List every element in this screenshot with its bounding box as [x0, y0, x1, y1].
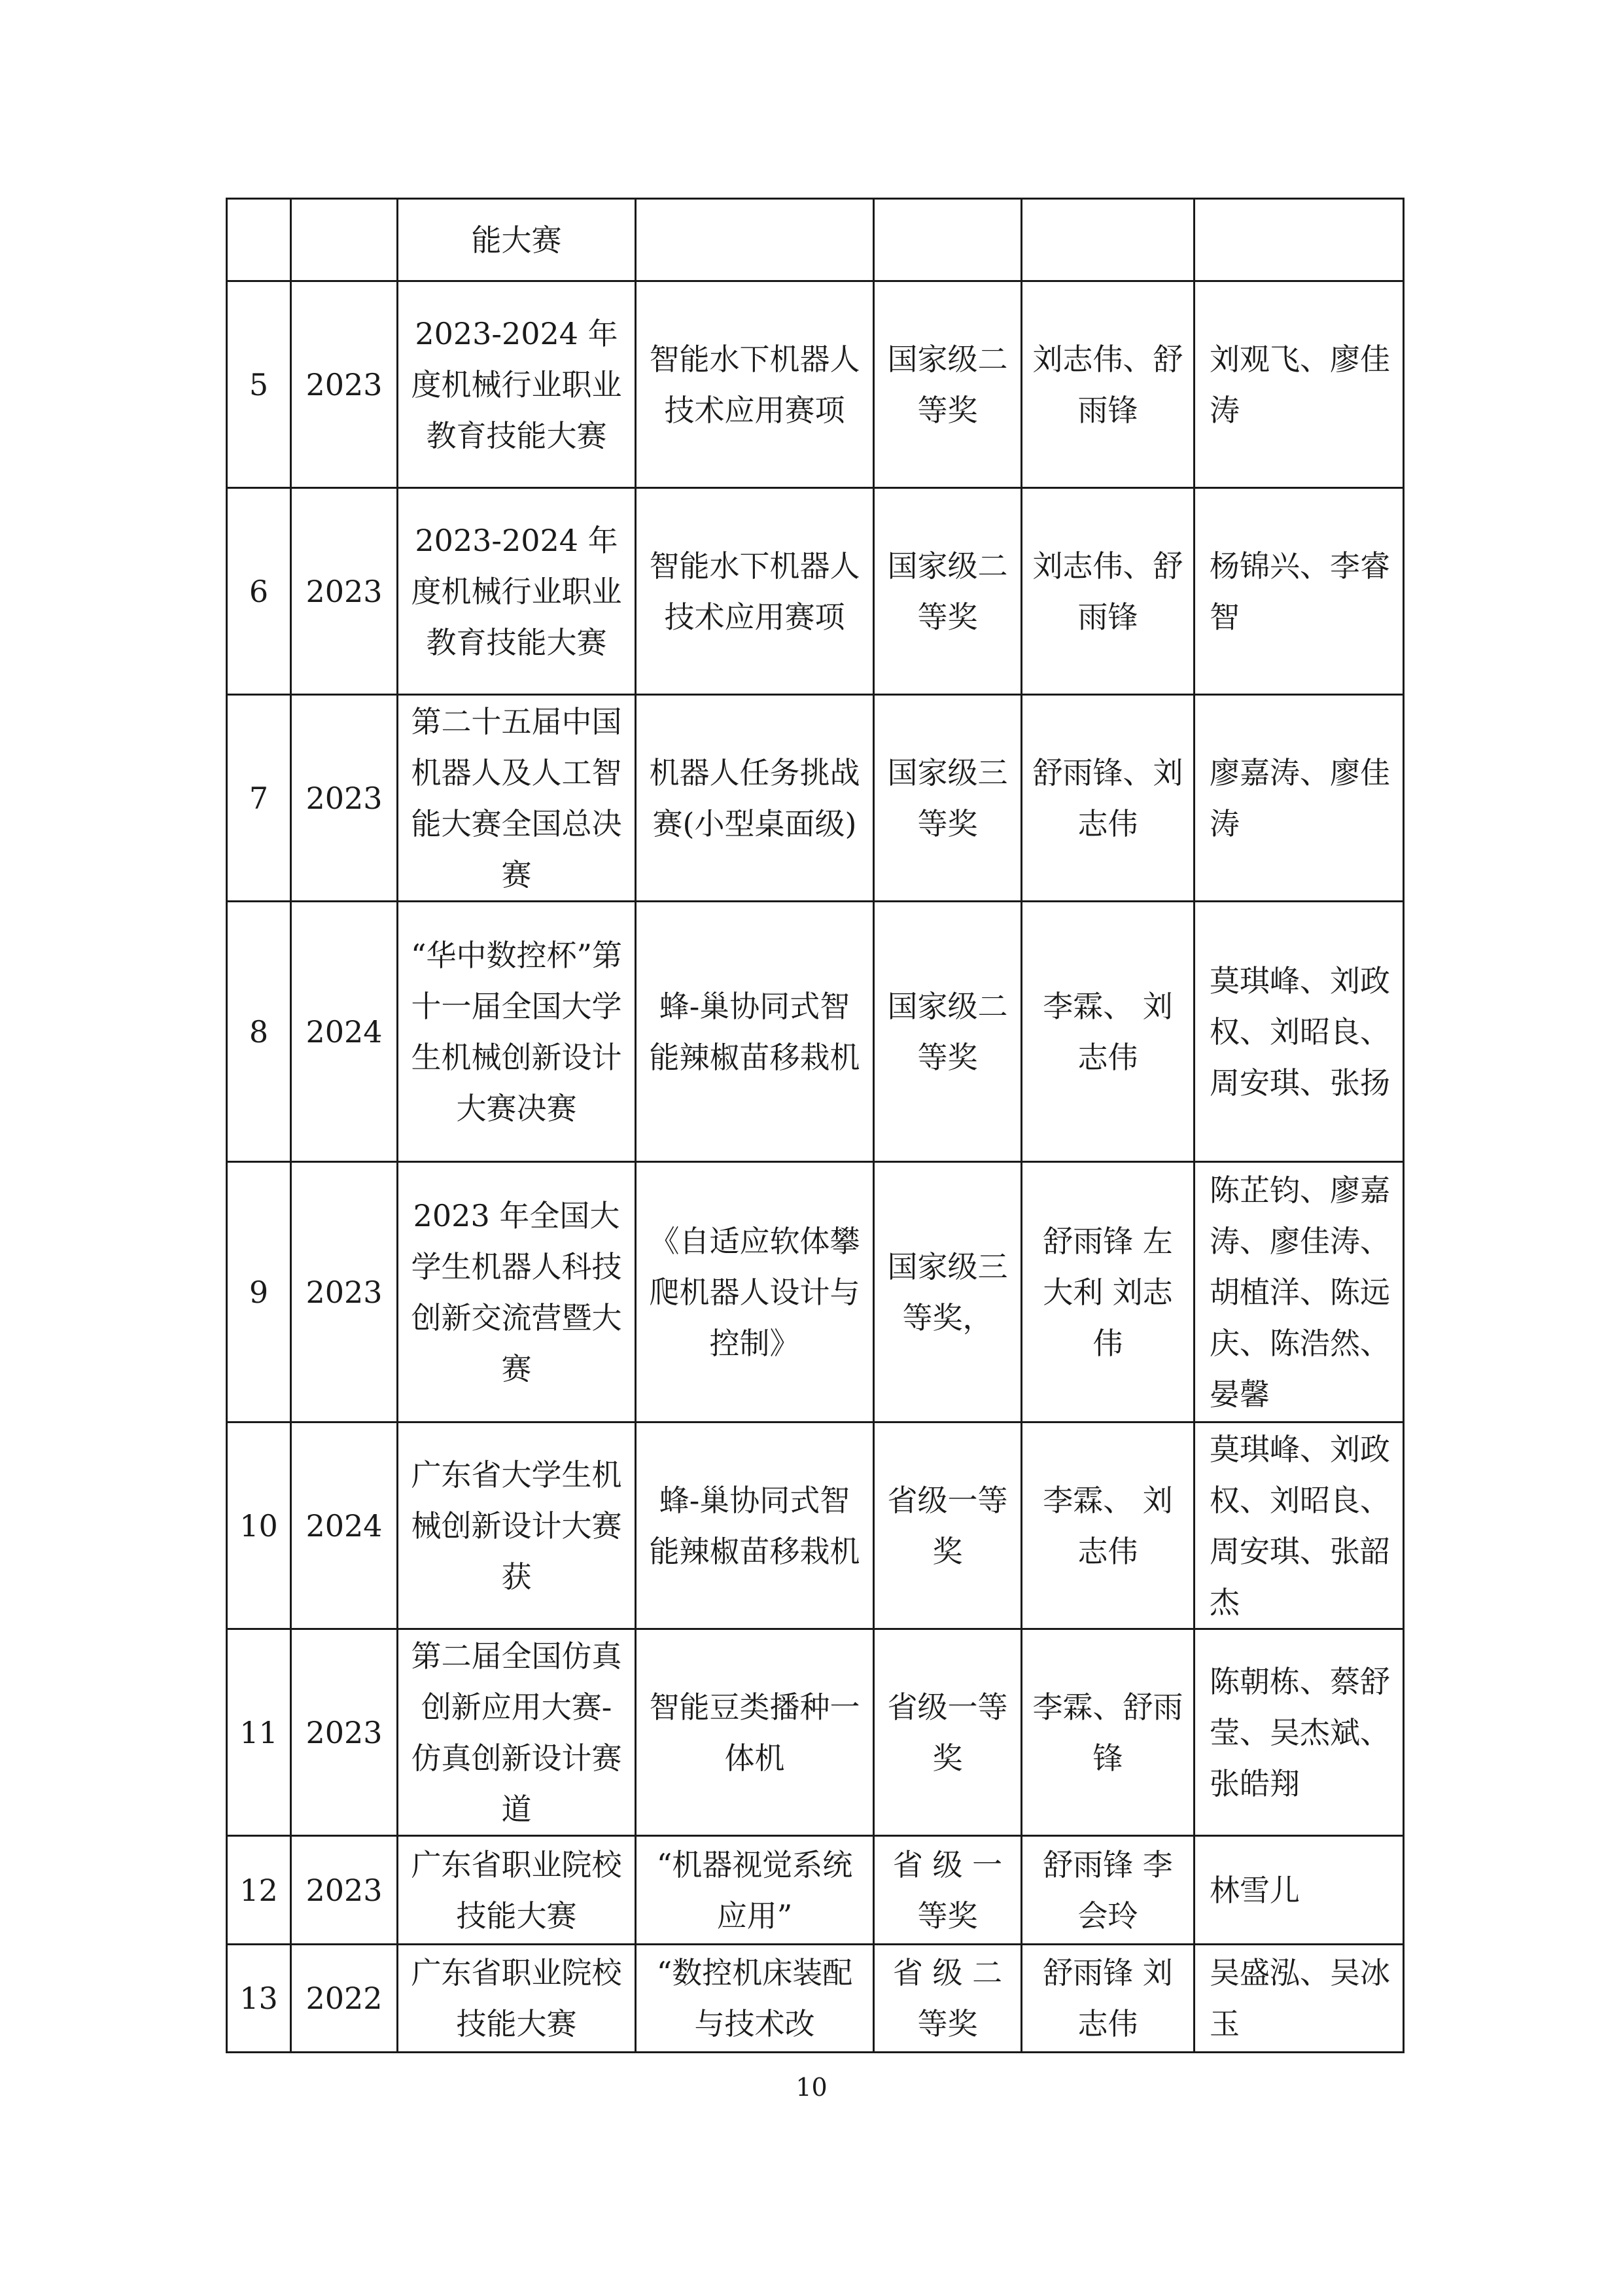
cell-students: 莫琪峰、刘政权、刘昭良、周安琪、张扬 — [1195, 902, 1404, 1162]
cell-competition: 第二十五届中国机器人及人工智能大赛全国总决赛 — [398, 695, 636, 902]
cell-no — [227, 199, 291, 281]
cell-students: 林雪儿 — [1195, 1836, 1404, 1945]
cell-year: 2023 — [291, 1836, 398, 1945]
cell-students: 吴盛泓、吴冰玉 — [1195, 1945, 1404, 2053]
table-row — [227, 902, 1404, 1162]
table-row — [227, 281, 1404, 488]
table-row — [227, 1945, 1404, 2053]
cell-award: 国家级二等奖 — [874, 488, 1022, 695]
cell-no: 6 — [227, 488, 291, 695]
table-row — [227, 695, 1404, 902]
table-row — [227, 1162, 1404, 1422]
cell-year: 2023 — [291, 1162, 398, 1422]
cell-students: 莫琪峰、刘政权、刘昭良、周安琪、张韶杰 — [1195, 1422, 1404, 1629]
cell-students: 陈芷钧、廖嘉涛、廖佳涛、胡植洋、陈远庆、陈浩然、晏馨 — [1195, 1162, 1404, 1422]
cell-teachers: 李霖、 刘志伟 — [1022, 902, 1195, 1162]
cell-award — [874, 199, 1022, 281]
cell-year: 2023 — [291, 281, 398, 488]
cell-year: 2023 — [291, 1629, 398, 1836]
cell-project — [636, 199, 874, 281]
cell-project: 《自适应软体攀爬机器人设计与控制》 — [636, 1162, 874, 1422]
cell-award: 省级一等奖 — [874, 1629, 1022, 1836]
cell-teachers: 舒雨锋 刘志伟 — [1022, 1945, 1195, 2053]
page-number: 10 — [795, 2073, 828, 2102]
cell-project: 智能水下机器人技术应用赛项 — [636, 281, 874, 488]
cell-competition: 广东省职业院校技能大赛 — [398, 1945, 636, 2053]
cell-no: 9 — [227, 1162, 291, 1422]
cell-award: 省 级 二等奖 — [874, 1945, 1022, 2053]
cell-year: 2023 — [291, 488, 398, 695]
cell-teachers: 舒雨锋 左大利 刘志伟 — [1022, 1162, 1195, 1422]
cell-competition: 广东省职业院校技能大赛 — [398, 1836, 636, 1945]
cell-students — [1195, 199, 1404, 281]
cell-no: 11 — [227, 1629, 291, 1836]
cell-students: 刘观飞、廖佳涛 — [1195, 281, 1404, 488]
cell-teachers: 李霖、 刘志伟 — [1022, 1422, 1195, 1629]
cell-award: 省级一等奖 — [874, 1422, 1022, 1629]
table-row — [227, 488, 1404, 695]
cell-year: 2024 — [291, 902, 398, 1162]
table-row — [227, 1422, 1404, 1629]
cell-teachers: 舒雨锋 李会玲 — [1022, 1836, 1195, 1945]
cell-students: 陈朝栋、蔡舒莹、吴杰斌、张皓翔 — [1195, 1629, 1404, 1836]
cell-teachers: 刘志伟、舒雨锋 — [1022, 488, 1195, 695]
cell-year — [291, 199, 398, 281]
cell-project: 智能豆类播种一体机 — [636, 1629, 874, 1836]
cell-project: 智能水下机器人技术应用赛项 — [636, 488, 874, 695]
cell-year: 2023 — [291, 695, 398, 902]
cell-teachers: 李霖、舒雨锋 — [1022, 1629, 1195, 1836]
cell-teachers: 舒雨锋、刘志伟 — [1022, 695, 1195, 902]
cell-no: 10 — [227, 1422, 291, 1629]
cell-no: 12 — [227, 1836, 291, 1945]
cell-award: 省 级 一等奖 — [874, 1836, 1022, 1945]
table-row — [227, 1629, 1404, 1836]
cell-award: 国家级三等奖， — [874, 1162, 1022, 1422]
cell-no: 13 — [227, 1945, 291, 2053]
cell-award: 国家级二等奖 — [874, 281, 1022, 488]
cell-year: 2024 — [291, 1422, 398, 1629]
cell-competition: 2023 年全国大学生机器人科技创新交流营暨大赛 — [398, 1162, 636, 1422]
cell-project: “机器视觉系统应用” — [636, 1836, 874, 1945]
cell-competition: 广东省大学生机械创新设计大赛获 — [398, 1422, 636, 1629]
cell-competition: 2023-2024 年度机械行业职业教育技能大赛 — [398, 488, 636, 695]
awards-table — [226, 198, 1405, 2053]
cell-no: 7 — [227, 695, 291, 902]
cell-project: 蜂-巢协同式智能辣椒苗移栽机 — [636, 902, 874, 1162]
cell-teachers: 刘志伟、舒雨锋 — [1022, 281, 1195, 488]
cell-students: 廖嘉涛、廖佳涛 — [1195, 695, 1404, 902]
cell-competition: “华中数控杯”第十一届全国大学生机械创新设计大赛决赛 — [398, 902, 636, 1162]
cell-competition: 2023-2024 年度机械行业职业教育技能大赛 — [398, 281, 636, 488]
cell-students: 杨锦兴、李睿智 — [1195, 488, 1404, 695]
cell-project: 机器人任务挑战赛(小型桌面级) — [636, 695, 874, 902]
cell-project: 蜂-巢协同式智能辣椒苗移栽机 — [636, 1422, 874, 1629]
cell-award: 国家级三等奖 — [874, 695, 1022, 902]
cell-no: 5 — [227, 281, 291, 488]
cell-no: 8 — [227, 902, 291, 1162]
cell-teachers — [1022, 199, 1195, 281]
cell-competition: 能大赛 — [398, 199, 636, 281]
cell-award: 国家级二等奖 — [874, 902, 1022, 1162]
cell-project: “数控机床装配与技术改 — [636, 1945, 874, 2053]
table-row — [227, 199, 1404, 281]
table-row — [227, 1836, 1404, 1945]
cell-competition: 第二届全国仿真创新应用大赛-仿真创新设计赛道 — [398, 1629, 636, 1836]
cell-year: 2022 — [291, 1945, 398, 2053]
